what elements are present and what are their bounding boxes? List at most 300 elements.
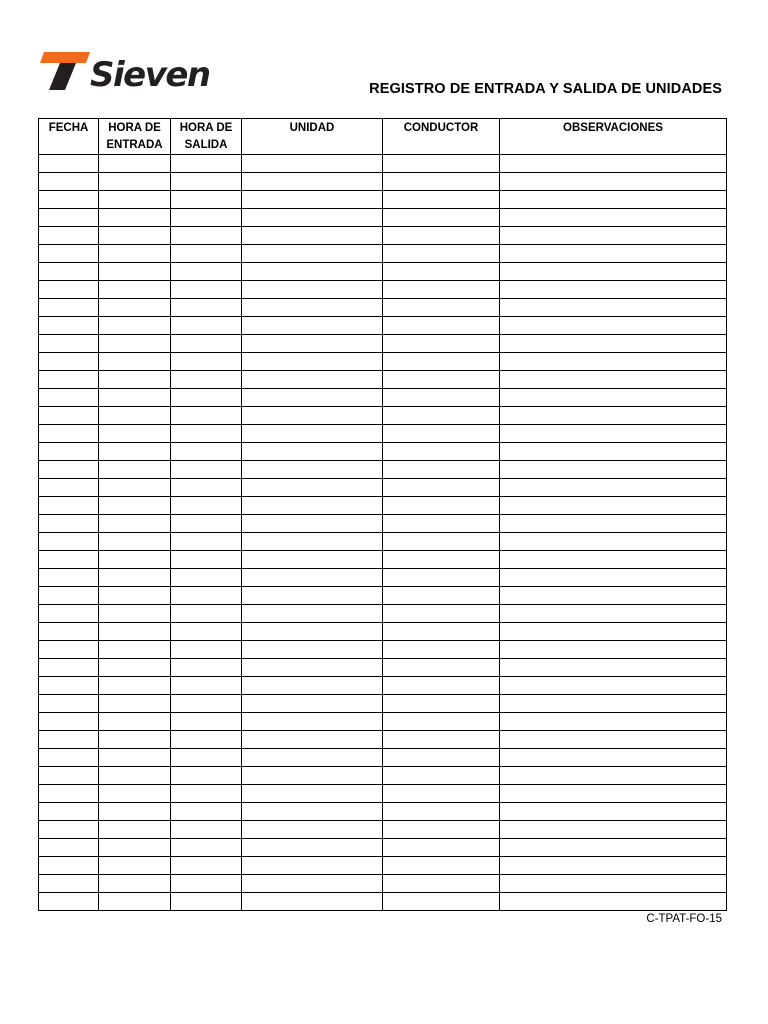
cell-hora-salida[interactable] bbox=[171, 767, 242, 785]
cell-conductor[interactable] bbox=[383, 659, 500, 677]
table-row bbox=[39, 371, 727, 389]
cell-fecha[interactable] bbox=[39, 641, 99, 659]
cell-observaciones[interactable] bbox=[500, 335, 727, 353]
cell-hora-salida[interactable] bbox=[171, 299, 242, 317]
table-row bbox=[39, 767, 727, 785]
cell-hora-salida[interactable] bbox=[171, 605, 242, 623]
cell-fecha[interactable] bbox=[39, 677, 99, 695]
cell-fecha[interactable] bbox=[39, 155, 99, 173]
cell-hora-entrada[interactable] bbox=[99, 281, 171, 299]
table-row bbox=[39, 227, 727, 245]
cell-hora-salida[interactable] bbox=[171, 443, 242, 461]
cell-hora-salida[interactable] bbox=[171, 875, 242, 893]
cell-fecha[interactable] bbox=[39, 173, 99, 191]
table-body bbox=[39, 155, 727, 911]
cell-unidad[interactable] bbox=[242, 533, 383, 551]
cell-observaciones[interactable] bbox=[500, 353, 727, 371]
cell-hora-salida[interactable] bbox=[171, 749, 242, 767]
cell-observaciones[interactable] bbox=[500, 227, 727, 245]
cell-observaciones[interactable] bbox=[500, 497, 727, 515]
cell-hora-entrada[interactable] bbox=[99, 317, 171, 335]
cell-conductor[interactable] bbox=[383, 443, 500, 461]
cell-fecha[interactable] bbox=[39, 389, 99, 407]
table-row bbox=[39, 299, 727, 317]
cell-fecha[interactable] bbox=[39, 821, 99, 839]
cell-fecha[interactable] bbox=[39, 857, 99, 875]
cell-conductor[interactable] bbox=[383, 479, 500, 497]
cell-hora-salida[interactable] bbox=[171, 191, 242, 209]
document-title: REGISTRO DE ENTRADA Y SALIDA DE UNIDADES bbox=[369, 81, 722, 97]
cell-hora-entrada[interactable] bbox=[99, 605, 171, 623]
cell-conductor[interactable] bbox=[383, 893, 500, 911]
cell-fecha[interactable] bbox=[39, 695, 99, 713]
cell-hora-entrada[interactable] bbox=[99, 209, 171, 227]
cell-fecha[interactable] bbox=[39, 317, 99, 335]
cell-hora-salida[interactable] bbox=[171, 713, 242, 731]
cell-unidad[interactable] bbox=[242, 893, 383, 911]
cell-unidad[interactable] bbox=[242, 659, 383, 677]
cell-unidad[interactable] bbox=[242, 479, 383, 497]
cell-conductor[interactable] bbox=[383, 461, 500, 479]
cell-conductor[interactable] bbox=[383, 263, 500, 281]
cell-fecha[interactable] bbox=[39, 245, 99, 263]
cell-unidad[interactable] bbox=[242, 731, 383, 749]
table-row bbox=[39, 515, 727, 533]
cell-hora-entrada[interactable] bbox=[99, 515, 171, 533]
form-code: C-TPAT-FO-15 bbox=[646, 913, 722, 925]
cell-hora-entrada[interactable] bbox=[99, 533, 171, 551]
cell-hora-salida[interactable] bbox=[171, 731, 242, 749]
sieven-logo-icon bbox=[38, 50, 248, 94]
cell-fecha[interactable] bbox=[39, 533, 99, 551]
cell-conductor[interactable] bbox=[383, 749, 500, 767]
cell-hora-entrada[interactable] bbox=[99, 371, 171, 389]
cell-hora-entrada[interactable] bbox=[99, 551, 171, 569]
cell-hora-salida[interactable] bbox=[171, 857, 242, 875]
cell-hora-salida[interactable] bbox=[171, 641, 242, 659]
table-header-row bbox=[39, 119, 727, 155]
cell-unidad[interactable] bbox=[242, 281, 383, 299]
cell-hora-salida[interactable] bbox=[171, 677, 242, 695]
cell-conductor[interactable] bbox=[383, 353, 500, 371]
cell-fecha[interactable] bbox=[39, 605, 99, 623]
cell-observaciones[interactable] bbox=[500, 389, 727, 407]
cell-observaciones[interactable] bbox=[500, 281, 727, 299]
table-row bbox=[39, 641, 727, 659]
cell-hora-salida[interactable] bbox=[171, 569, 242, 587]
cell-hora-entrada[interactable] bbox=[99, 497, 171, 515]
cell-unidad[interactable] bbox=[242, 875, 383, 893]
cell-conductor[interactable] bbox=[383, 731, 500, 749]
cell-unidad[interactable] bbox=[242, 299, 383, 317]
cell-unidad[interactable] bbox=[242, 209, 383, 227]
cell-observaciones[interactable] bbox=[500, 425, 727, 443]
cell-hora-entrada[interactable] bbox=[99, 569, 171, 587]
cell-conductor[interactable] bbox=[383, 371, 500, 389]
cell-unidad[interactable] bbox=[242, 839, 383, 857]
cell-fecha[interactable] bbox=[39, 425, 99, 443]
cell-conductor[interactable] bbox=[383, 227, 500, 245]
cell-fecha[interactable] bbox=[39, 839, 99, 857]
cell-hora-entrada[interactable] bbox=[99, 353, 171, 371]
cell-fecha[interactable] bbox=[39, 893, 99, 911]
cell-conductor[interactable] bbox=[383, 209, 500, 227]
cell-hora-salida[interactable] bbox=[171, 623, 242, 641]
table-row bbox=[39, 623, 727, 641]
table-row bbox=[39, 749, 727, 767]
cell-unidad[interactable] bbox=[242, 407, 383, 425]
cell-hora-salida[interactable] bbox=[171, 695, 242, 713]
cell-unidad[interactable] bbox=[242, 227, 383, 245]
cell-unidad[interactable] bbox=[242, 785, 383, 803]
cell-observaciones[interactable] bbox=[500, 155, 727, 173]
cell-unidad[interactable] bbox=[242, 317, 383, 335]
table-row bbox=[39, 389, 727, 407]
cell-conductor[interactable] bbox=[383, 335, 500, 353]
cell-fecha[interactable] bbox=[39, 353, 99, 371]
cell-hora-salida[interactable] bbox=[171, 659, 242, 677]
table-row bbox=[39, 263, 727, 281]
cell-conductor[interactable] bbox=[383, 767, 500, 785]
cell-hora-salida[interactable] bbox=[171, 209, 242, 227]
table-row bbox=[39, 497, 727, 515]
cell-conductor[interactable] bbox=[383, 857, 500, 875]
cell-conductor[interactable] bbox=[383, 641, 500, 659]
cell-fecha[interactable] bbox=[39, 227, 99, 245]
cell-hora-entrada[interactable] bbox=[99, 641, 171, 659]
cell-hora-entrada[interactable] bbox=[99, 587, 171, 605]
cell-hora-entrada[interactable] bbox=[99, 785, 171, 803]
cell-hora-entrada[interactable] bbox=[99, 389, 171, 407]
cell-observaciones[interactable] bbox=[500, 623, 727, 641]
cell-observaciones[interactable] bbox=[500, 515, 727, 533]
table-row bbox=[39, 821, 727, 839]
table-row bbox=[39, 407, 727, 425]
cell-unidad[interactable] bbox=[242, 695, 383, 713]
cell-hora-entrada[interactable] bbox=[99, 245, 171, 263]
table-row bbox=[39, 209, 727, 227]
cell-unidad[interactable] bbox=[242, 389, 383, 407]
cell-conductor[interactable] bbox=[383, 425, 500, 443]
cell-hora-entrada[interactable] bbox=[99, 677, 171, 695]
cell-conductor[interactable] bbox=[383, 497, 500, 515]
cell-observaciones[interactable] bbox=[500, 317, 727, 335]
cell-hora-salida[interactable] bbox=[171, 245, 242, 263]
column-header-observaciones: OBSERVACIONES bbox=[500, 119, 727, 155]
cell-hora-salida[interactable] bbox=[171, 515, 242, 533]
cell-observaciones[interactable] bbox=[500, 479, 727, 497]
cell-observaciones[interactable] bbox=[500, 569, 727, 587]
cell-fecha[interactable] bbox=[39, 767, 99, 785]
cell-conductor[interactable] bbox=[383, 317, 500, 335]
cell-fecha[interactable] bbox=[39, 875, 99, 893]
cell-hora-salida[interactable] bbox=[171, 839, 242, 857]
cell-unidad[interactable] bbox=[242, 497, 383, 515]
cell-hora-entrada[interactable] bbox=[99, 461, 171, 479]
cell-hora-salida[interactable] bbox=[171, 803, 242, 821]
cell-observaciones[interactable] bbox=[500, 533, 727, 551]
cell-conductor[interactable] bbox=[383, 245, 500, 263]
cell-conductor[interactable] bbox=[383, 713, 500, 731]
cell-unidad[interactable] bbox=[242, 605, 383, 623]
cell-hora-entrada[interactable] bbox=[99, 155, 171, 173]
cell-observaciones[interactable] bbox=[500, 803, 727, 821]
cell-hora-salida[interactable] bbox=[171, 407, 242, 425]
cell-observaciones[interactable] bbox=[500, 857, 727, 875]
cell-conductor[interactable] bbox=[383, 389, 500, 407]
cell-conductor[interactable] bbox=[383, 191, 500, 209]
cell-conductor[interactable] bbox=[383, 785, 500, 803]
cell-conductor[interactable] bbox=[383, 281, 500, 299]
table-row bbox=[39, 173, 727, 191]
cell-observaciones[interactable] bbox=[500, 893, 727, 911]
cell-hora-salida[interactable] bbox=[171, 587, 242, 605]
cell-fecha[interactable] bbox=[39, 551, 99, 569]
cell-fecha[interactable] bbox=[39, 731, 99, 749]
cell-fecha[interactable] bbox=[39, 443, 99, 461]
cell-hora-entrada[interactable] bbox=[99, 335, 171, 353]
cell-conductor[interactable] bbox=[383, 299, 500, 317]
cell-hora-entrada[interactable] bbox=[99, 443, 171, 461]
cell-observaciones[interactable] bbox=[500, 839, 727, 857]
cell-unidad[interactable] bbox=[242, 425, 383, 443]
cell-fecha[interactable] bbox=[39, 587, 99, 605]
cell-fecha[interactable] bbox=[39, 335, 99, 353]
table-row bbox=[39, 695, 727, 713]
cell-fecha[interactable] bbox=[39, 497, 99, 515]
cell-unidad[interactable] bbox=[242, 155, 383, 173]
cell-unidad[interactable] bbox=[242, 335, 383, 353]
cell-unidad[interactable] bbox=[242, 857, 383, 875]
cell-observaciones[interactable] bbox=[500, 263, 727, 281]
cell-fecha[interactable] bbox=[39, 371, 99, 389]
cell-fecha[interactable] bbox=[39, 281, 99, 299]
cell-observaciones[interactable] bbox=[500, 587, 727, 605]
cell-unidad[interactable] bbox=[242, 353, 383, 371]
cell-conductor[interactable] bbox=[383, 803, 500, 821]
cell-hora-entrada[interactable] bbox=[99, 695, 171, 713]
table-row bbox=[39, 155, 727, 173]
table-row bbox=[39, 443, 727, 461]
column-header-unidad: UNIDAD bbox=[242, 119, 383, 155]
cell-conductor[interactable] bbox=[383, 821, 500, 839]
cell-hora-salida[interactable] bbox=[171, 281, 242, 299]
cell-observaciones[interactable] bbox=[500, 461, 727, 479]
cell-hora-entrada[interactable] bbox=[99, 425, 171, 443]
cell-observaciones[interactable] bbox=[500, 209, 727, 227]
cell-conductor[interactable] bbox=[383, 677, 500, 695]
cell-observaciones[interactable] bbox=[500, 245, 727, 263]
cell-hora-entrada[interactable] bbox=[99, 839, 171, 857]
cell-conductor[interactable] bbox=[383, 839, 500, 857]
cell-unidad[interactable] bbox=[242, 749, 383, 767]
cell-observaciones[interactable] bbox=[500, 695, 727, 713]
cell-hora-entrada[interactable] bbox=[99, 821, 171, 839]
cell-hora-entrada[interactable] bbox=[99, 857, 171, 875]
cell-hora-salida[interactable] bbox=[171, 227, 242, 245]
cell-conductor[interactable] bbox=[383, 551, 500, 569]
cell-fecha[interactable] bbox=[39, 191, 99, 209]
table-row bbox=[39, 245, 727, 263]
cell-hora-entrada[interactable] bbox=[99, 659, 171, 677]
cell-conductor[interactable] bbox=[383, 155, 500, 173]
cell-hora-salida[interactable] bbox=[171, 533, 242, 551]
cell-unidad[interactable] bbox=[242, 803, 383, 821]
cell-fecha[interactable] bbox=[39, 263, 99, 281]
cell-hora-salida[interactable] bbox=[171, 551, 242, 569]
table-row bbox=[39, 569, 727, 587]
cell-fecha[interactable] bbox=[39, 749, 99, 767]
cell-observaciones[interactable] bbox=[500, 443, 727, 461]
table-row bbox=[39, 461, 727, 479]
column-header-conductor: CONDUCTOR bbox=[383, 119, 500, 155]
cell-fecha[interactable] bbox=[39, 209, 99, 227]
cell-unidad[interactable] bbox=[242, 263, 383, 281]
cell-observaciones[interactable] bbox=[500, 785, 727, 803]
table-row bbox=[39, 281, 727, 299]
cell-fecha[interactable] bbox=[39, 299, 99, 317]
cell-conductor[interactable] bbox=[383, 695, 500, 713]
cell-observaciones[interactable] bbox=[500, 191, 727, 209]
cell-hora-salida[interactable] bbox=[171, 335, 242, 353]
cell-unidad[interactable] bbox=[242, 767, 383, 785]
cell-unidad[interactable] bbox=[242, 443, 383, 461]
cell-conductor[interactable] bbox=[383, 623, 500, 641]
cell-hora-entrada[interactable] bbox=[99, 191, 171, 209]
cell-hora-salida[interactable] bbox=[171, 371, 242, 389]
cell-hora-salida[interactable] bbox=[171, 317, 242, 335]
cell-hora-salida[interactable] bbox=[171, 389, 242, 407]
cell-hora-entrada[interactable] bbox=[99, 767, 171, 785]
cell-conductor[interactable] bbox=[383, 605, 500, 623]
table-row bbox=[39, 425, 727, 443]
table-row bbox=[39, 353, 727, 371]
cell-observaciones[interactable] bbox=[500, 407, 727, 425]
cell-hora-entrada[interactable] bbox=[99, 875, 171, 893]
cell-hora-salida[interactable] bbox=[171, 425, 242, 443]
cell-unidad[interactable] bbox=[242, 641, 383, 659]
cell-hora-entrada[interactable] bbox=[99, 299, 171, 317]
table-row bbox=[39, 893, 727, 911]
cell-conductor[interactable] bbox=[383, 875, 500, 893]
cell-unidad[interactable] bbox=[242, 515, 383, 533]
cell-unidad[interactable] bbox=[242, 821, 383, 839]
table-row bbox=[39, 731, 727, 749]
cell-fecha[interactable] bbox=[39, 623, 99, 641]
table-row bbox=[39, 839, 727, 857]
company-logo bbox=[38, 50, 248, 94]
cell-hora-entrada[interactable] bbox=[99, 407, 171, 425]
cell-hora-entrada[interactable] bbox=[99, 227, 171, 245]
cell-fecha[interactable] bbox=[39, 569, 99, 587]
cell-hora-entrada[interactable] bbox=[99, 749, 171, 767]
cell-unidad[interactable] bbox=[242, 623, 383, 641]
cell-fecha[interactable] bbox=[39, 785, 99, 803]
cell-hora-entrada[interactable] bbox=[99, 731, 171, 749]
cell-fecha[interactable] bbox=[39, 461, 99, 479]
cell-fecha[interactable] bbox=[39, 659, 99, 677]
cell-hora-salida[interactable] bbox=[171, 497, 242, 515]
cell-observaciones[interactable] bbox=[500, 677, 727, 695]
cell-unidad[interactable] bbox=[242, 569, 383, 587]
cell-observaciones[interactable] bbox=[500, 173, 727, 191]
cell-hora-salida[interactable] bbox=[171, 785, 242, 803]
table-row bbox=[39, 317, 727, 335]
cell-conductor[interactable] bbox=[383, 569, 500, 587]
cell-hora-entrada[interactable] bbox=[99, 623, 171, 641]
cell-hora-salida[interactable] bbox=[171, 155, 242, 173]
table-row bbox=[39, 677, 727, 695]
cell-hora-entrada[interactable] bbox=[99, 713, 171, 731]
cell-unidad[interactable] bbox=[242, 713, 383, 731]
table-row bbox=[39, 479, 727, 497]
cell-hora-entrada[interactable] bbox=[99, 479, 171, 497]
cell-hora-salida[interactable] bbox=[171, 353, 242, 371]
cell-observaciones[interactable] bbox=[500, 767, 727, 785]
table-row bbox=[39, 191, 727, 209]
cell-fecha[interactable] bbox=[39, 713, 99, 731]
cell-hora-salida[interactable] bbox=[171, 479, 242, 497]
cell-unidad[interactable] bbox=[242, 191, 383, 209]
cell-observaciones[interactable] bbox=[500, 371, 727, 389]
cell-unidad[interactable] bbox=[242, 173, 383, 191]
cell-conductor[interactable] bbox=[383, 587, 500, 605]
cell-unidad[interactable] bbox=[242, 587, 383, 605]
table-row bbox=[39, 533, 727, 551]
cell-unidad[interactable] bbox=[242, 371, 383, 389]
cell-observaciones[interactable] bbox=[500, 731, 727, 749]
cell-fecha[interactable] bbox=[39, 479, 99, 497]
column-header-hora-salida: HORA DE SALIDA bbox=[171, 119, 242, 155]
svg-text:Sieven: Sieven bbox=[90, 55, 210, 94]
column-header-fecha: FECHA bbox=[39, 119, 99, 155]
table-row bbox=[39, 875, 727, 893]
cell-unidad[interactable] bbox=[242, 245, 383, 263]
cell-hora-entrada[interactable] bbox=[99, 263, 171, 281]
cell-conductor[interactable] bbox=[383, 515, 500, 533]
cell-hora-salida[interactable] bbox=[171, 461, 242, 479]
cell-observaciones[interactable] bbox=[500, 605, 727, 623]
cell-conductor[interactable] bbox=[383, 407, 500, 425]
cell-conductor[interactable] bbox=[383, 173, 500, 191]
cell-hora-entrada[interactable] bbox=[99, 893, 171, 911]
cell-hora-entrada[interactable] bbox=[99, 803, 171, 821]
cell-unidad[interactable] bbox=[242, 677, 383, 695]
cell-observaciones[interactable] bbox=[500, 713, 727, 731]
cell-hora-entrada[interactable] bbox=[99, 173, 171, 191]
cell-unidad[interactable] bbox=[242, 551, 383, 569]
cell-fecha[interactable] bbox=[39, 407, 99, 425]
table-row bbox=[39, 605, 727, 623]
table-row bbox=[39, 713, 727, 731]
cell-observaciones[interactable] bbox=[500, 821, 727, 839]
cell-hora-salida[interactable] bbox=[171, 893, 242, 911]
cell-hora-salida[interactable] bbox=[171, 263, 242, 281]
cell-observaciones[interactable] bbox=[500, 299, 727, 317]
cell-observaciones[interactable] bbox=[500, 551, 727, 569]
cell-unidad[interactable] bbox=[242, 461, 383, 479]
cell-observaciones[interactable] bbox=[500, 659, 727, 677]
cell-observaciones[interactable] bbox=[500, 641, 727, 659]
cell-fecha[interactable] bbox=[39, 803, 99, 821]
cell-hora-salida[interactable] bbox=[171, 821, 242, 839]
cell-fecha[interactable] bbox=[39, 515, 99, 533]
cell-observaciones[interactable] bbox=[500, 875, 727, 893]
table-row bbox=[39, 587, 727, 605]
cell-conductor[interactable] bbox=[383, 533, 500, 551]
cell-hora-salida[interactable] bbox=[171, 173, 242, 191]
cell-observaciones[interactable] bbox=[500, 749, 727, 767]
